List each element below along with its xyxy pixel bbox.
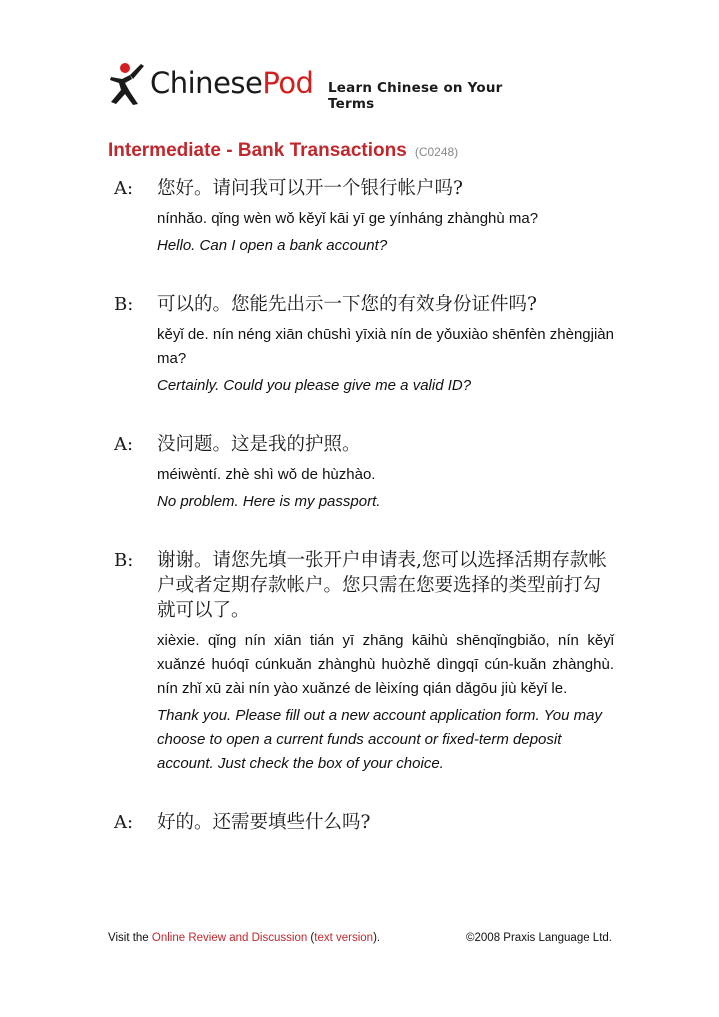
text-version-link[interactable]: text version: [314, 932, 374, 944]
pinyin-line: xièxie. qǐng nín xiān tián yī zhāng kāihù shēnqǐngbiǎo, nín kěyǐ xuǎnzé huóqī cúnkuǎn zhànghù huòzhě dìngqī cún-kuǎn zhànghù. nín zhǐ xū zài nín yào xuǎnzé de lèixíng qián dǎgōu jiù kěyǐ le.: [157, 632, 614, 697]
speaker-label: A:: [114, 434, 134, 455]
pinyin-line: nínhǎo. qǐng wèn wǒ kěyǐ kāi yī ge yínháng zhànghù ma?: [157, 210, 539, 227]
lesson-code: (C0248): [414, 145, 459, 159]
logo-name-accent: Pod: [262, 66, 314, 100]
hanzi-line: 谢谢。请您先填一张开户申请表,您可以选择活期存款帐户或者定期存款帐户。您只需在您要选择的类型前打勾就可以了。: [157, 550, 607, 621]
jumping-figure-logo-icon: [108, 60, 154, 106]
dialog-turn: [114, 176, 614, 258]
english-line: No problem. Here is my passport.: [157, 493, 381, 510]
hanzi-line: 好的。还需要填些什么吗?: [157, 812, 371, 833]
footer-paren-close: ).: [373, 932, 381, 944]
hanzi-line: 没问题。这是我的护照。: [157, 434, 361, 455]
speaker-label: A:: [114, 178, 134, 199]
pinyin-line: kěyǐ de. nín néng xiān chūshì yīxià nín de yǒuxiào shēnfèn zhèngjiàn ma?: [157, 326, 614, 367]
logo-tagline: Learn Chinese on Your Terms: [328, 80, 503, 112]
pinyin-line: méiwèntí. zhè shì wǒ de hùzhào.: [157, 466, 376, 483]
footer-paren-open: (: [307, 932, 315, 944]
dialog: [114, 176, 614, 869]
footer-visit-text: [108, 932, 380, 944]
dialog-turn: [114, 292, 614, 398]
lesson-heading: [108, 140, 458, 162]
hanzi-line: 您好。请问我可以开一个银行帐户吗?: [157, 178, 463, 199]
english-line: Hello. Can I open a bank account?: [157, 237, 388, 254]
speaker-label: A:: [114, 812, 134, 833]
hanzi-line: 可以的。您能先出示一下您的有效身份证件吗?: [157, 294, 537, 315]
logo-name-main: Chinese: [150, 66, 263, 100]
english-line: Thank you. Please fill out a new account application form. You may choose to open a current funds account or fixed-term deposit account. Just check the box of your choice.: [157, 707, 602, 772]
dialog-turn: [114, 548, 614, 776]
footer-prefix: Visit the: [108, 932, 152, 944]
dialog-turn: [114, 432, 614, 514]
lesson-title: Intermediate - Bank Transactions: [108, 140, 407, 161]
online-review-link[interactable]: Online Review and Discussion: [151, 932, 308, 944]
copyright-text: ©2008 Praxis Language Ltd.: [466, 932, 612, 944]
dialog-turn: [114, 810, 614, 835]
speaker-label: B:: [114, 550, 134, 571]
speaker-label: B:: [114, 294, 134, 315]
english-line: Certainly. Could you please give me a valid ID?: [157, 377, 472, 394]
chinesepod-logo: [108, 60, 548, 110]
logo-wordmark: [150, 66, 313, 100]
